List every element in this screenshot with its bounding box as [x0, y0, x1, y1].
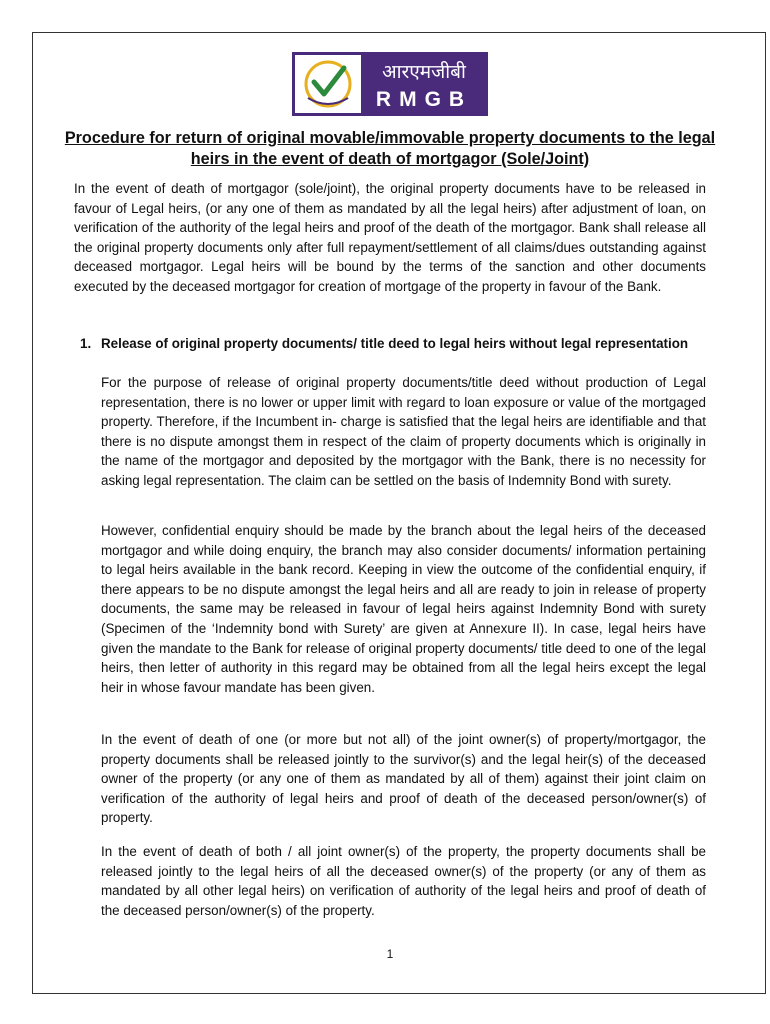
- section-paragraph-3: In the event of death of one (or more but not all) of the joint owner(s) of property/mortgagor, the property documents shall be released jointly to the survivor(s) and the legal heir(s) of the deceased owner of the property (or any one of them as mandated by all of them) against their joint claim on verification of the authority of legal heirs and proof of death of the deceased person/owner(s) of property.: [101, 732, 706, 826]
- rmgb-logo: [292, 52, 488, 116]
- logo-english-text: RMGB: [375, 88, 473, 111]
- section-paragraph-4: In the event of death of both / all joint owner(s) of the property, the property documents shall be released jointly to the legal heirs of all the deceased owner(s) of the property (or any of them as mandated by all other legal heirs) on verification of authority of the legal heirs and proof of death of the deceased person/owner(s) of the property.: [101, 844, 706, 918]
- logo-hindi-text: आरएमजीबी: [382, 61, 466, 83]
- document-title: Procedure for return of original movable/immovable property documents to the legal heirs in the event of death of mortgagor (Sole/Joint): [64, 129, 716, 168]
- section-heading: Release of original property documents/ title deed to legal heirs without legal representation: [101, 336, 689, 351]
- section-paragraph-2: However, confidential enquiry should be made by the branch about the legal heirs of the deceased mortgagor and while doing enquiry, the branch may also consider documents/ information pertaining to legal heirs available in the bank record. Keeping in view the outcome of the confidential enquiry, if there appears to be no dispute amongst the legal heirs and all are ready to join in release of property documents, the same may be released in favour of legal heirs against Indemnity Bond with surety (Specimen of the ‘Indemnity bond with Surety’ are given at Annexure II). In case, legal heirs have given the mandate to the Bank for release of original property documents/ title deed to one of the legal heirs, then letter of authority in this regard may be obtained from all the legal heirs except the legal heir in whose favour mandate has been given.: [101, 523, 706, 695]
- section-paragraph-1: For the purpose of release of original property documents/title deed without production of Legal representation, there is no lower or upper limit with regard to loan exposure or value of the mortgaged property. Therefore, if the Incumbent in- charge is satisfied that the legal heirs are identifiable and that there is no dispute amongst them in respect of the claim of property documents which is originally in the name of the mortgagor and deposited by the mortgagor with the Bank, there is no necessity for asking legal representation. The claim can be settled on the basis of Indemnity Bond with surety.: [101, 375, 706, 488]
- section-number: 1.: [80, 336, 92, 351]
- page-number: 1: [386, 947, 394, 961]
- intro-paragraph: In the event of death of mortgagor (sole/joint), the original property documents have to be released in favour of Legal heirs, (or any one of them as mandated by all the legal heirs) after adjustment of loan, on verification of the authority of the legal heirs and proof of the death of the mortgagor. Bank shall release all the original property documents only after full repayment/settlement of all claims/dues outstanding against deceased mortgagor. Legal heirs will be bound by the terms of the sanction and other documents executed by the deceased mortgagor for creation of mortgage of the property in favour of the Bank.: [74, 181, 706, 294]
